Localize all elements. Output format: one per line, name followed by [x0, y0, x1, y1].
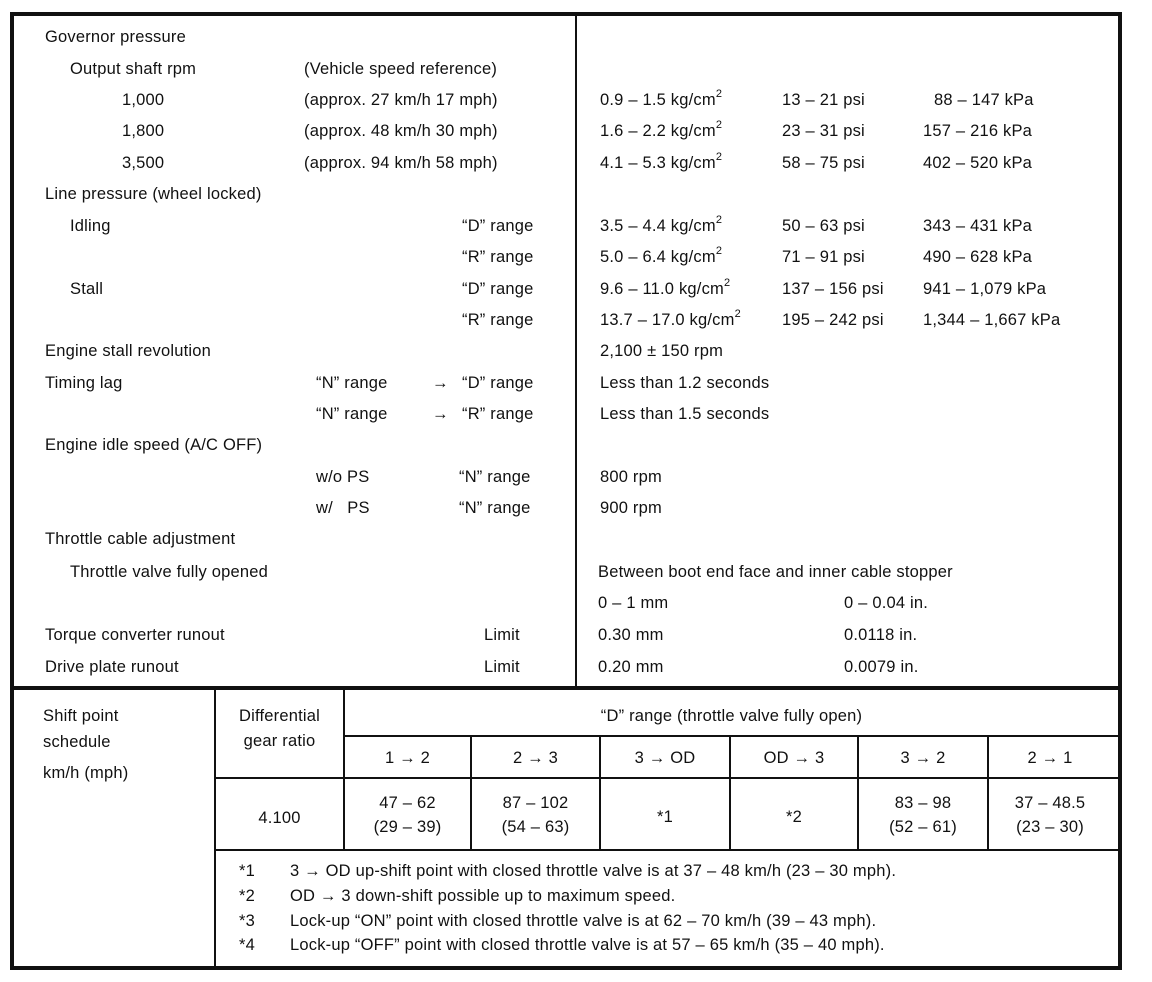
- shift-col-header: 1 → 2: [384, 749, 431, 767]
- drive-mm: 0.20 mm: [598, 658, 664, 676]
- shift-note-ref: *2: [786, 808, 802, 826]
- pressure-kpa: 88 – 147 kPa: [934, 91, 1034, 109]
- footnote-text: 3 → OD up-shift point with closed throttle valve is at 37 – 48 km/h (23 – 30 mph).: [290, 862, 897, 880]
- pressure-psi: 23 – 31 psi: [782, 122, 865, 140]
- rpm: 1,000: [122, 91, 165, 109]
- pressure-kpa: 941 – 1,079 kPa: [923, 280, 1047, 298]
- pressure-psi: 71 – 91 psi: [782, 248, 865, 266]
- footnote-text: Lock-up “OFF” point with closed throttle valve is at 57 – 65 km/h (35 – 40 mph).: [290, 936, 885, 954]
- speed-ref: (approx. 94 km/h 58 mph): [304, 154, 498, 172]
- shift-hline-3: [214, 849, 1118, 851]
- shift-mph: (54 – 63): [501, 818, 570, 836]
- shift-kmh: 47 – 62: [379, 794, 436, 812]
- pressure-psi: 58 – 75 psi: [782, 154, 865, 172]
- drive-in: 0.0079 in.: [844, 658, 919, 676]
- pressure-kpa: 402 – 520 kPa: [923, 154, 1033, 172]
- d-range-header: “D” range (throttle valve fully open): [600, 707, 863, 725]
- shift-mph: (23 – 30): [1016, 818, 1084, 836]
- timing-value: Less than 1.5 seconds: [600, 405, 770, 423]
- shift-col-header: 2 → 3: [512, 749, 559, 767]
- shift-hline-2: [214, 777, 1118, 779]
- pressure-kg: 0.9 – 1.5 $kg/cm^2$: [600, 87, 723, 109]
- torque-mm: 0.30 mm: [598, 626, 664, 644]
- to-range: “R” range: [462, 405, 534, 423]
- drive-runout-label: Drive plate runout: [45, 658, 179, 676]
- from-range: “N” range: [316, 374, 388, 392]
- timing-lag-label: Timing lag: [45, 374, 123, 392]
- governor-col2: (Vehicle speed reference): [304, 60, 498, 78]
- gear-ratio-value: 4.100: [258, 809, 301, 827]
- rpm: 1,800: [122, 122, 165, 140]
- speed-ref: (approx. 48 km/h 30 mph): [304, 122, 498, 140]
- arrow-icon: →: [432, 374, 449, 392]
- shift-col-header: 3 → OD: [634, 749, 696, 767]
- range-label: “D” range: [462, 217, 534, 235]
- pressure-kpa: 157 – 216 kPa: [923, 122, 1033, 140]
- governor-title: Governor pressure: [45, 28, 186, 46]
- to-range: “D” range: [462, 374, 534, 392]
- shift-note-ref: *1: [657, 808, 673, 826]
- torque-in: 0.0118 in.: [844, 626, 918, 644]
- idle-value: 800 rpm: [600, 468, 662, 486]
- pressure-psi: 137 – 156 psi: [782, 280, 884, 298]
- upper-divider: [575, 14, 577, 688]
- shift-label-3: km/h (mph): [43, 764, 129, 782]
- stall-label: Stall: [70, 280, 104, 298]
- range-label: “N” range: [459, 499, 531, 517]
- shift-kmh: 87 – 102: [502, 794, 569, 812]
- pressure-kg: 3.5 – 4.4 $kg/cm^2$: [600, 213, 723, 235]
- pressure-kpa: 343 – 431 kPa: [923, 217, 1033, 235]
- pressure-psi: 13 – 21 psi: [782, 91, 865, 109]
- pressure-kpa: 490 – 628 kPa: [923, 248, 1033, 266]
- arrow-icon: →: [432, 405, 449, 423]
- governor-col1: Output shaft rpm: [70, 60, 197, 78]
- shift-col-header: OD → 3: [763, 749, 825, 767]
- idle-value: 900 rpm: [600, 499, 662, 517]
- line-pressure-title: Line pressure (wheel locked): [45, 185, 262, 203]
- range-label: “R” range: [462, 311, 534, 329]
- throttle-in: 0 – 0.04 in.: [844, 594, 929, 612]
- shift-col-header: 2 → 1: [1027, 749, 1073, 767]
- speed-ref: (approx. 27 km/h 17 mph): [304, 91, 498, 109]
- throttle-mm: 0 – 1 mm: [598, 594, 669, 612]
- pressure-psi: 50 – 63 psi: [782, 217, 865, 235]
- footnote-mark: *4: [239, 936, 255, 954]
- throttle-valve-label: Throttle valve fully opened: [70, 563, 269, 581]
- diff-label-2: gear ratio: [243, 732, 316, 750]
- shift-col-header: 3 → 2: [900, 749, 946, 767]
- pressure-kpa: 1,344 – 1,667 kPa: [923, 311, 1061, 329]
- footnote-mark: *1: [239, 862, 255, 880]
- ps-type: w/ PS: [316, 499, 370, 517]
- throttle-cable-label: Throttle cable adjustment: [45, 530, 236, 548]
- shift-label-1: Shift point: [43, 707, 119, 725]
- timing-value: Less than 1.2 seconds: [600, 374, 770, 392]
- pressure-kg: 9.6 – 11.0 $kg/cm^2$: [600, 276, 731, 298]
- throttle-desc: Between boot end face and inner cable stopper: [598, 563, 953, 581]
- range-label: “N” range: [459, 468, 531, 486]
- ps-type: w/o PS: [316, 468, 370, 486]
- pressure-psi: 195 – 242 psi: [782, 311, 884, 329]
- footnote-text: Lock-up “ON” point with closed throttle valve is at 62 – 70 km/h (39 – 43 mph).: [290, 912, 877, 930]
- range-label: “D” range: [462, 280, 534, 298]
- section-divider: [12, 686, 1120, 690]
- pressure-kg: 1.6 – 2.2 $kg/cm^2$: [600, 118, 723, 140]
- diff-label-1: Differential: [239, 707, 320, 725]
- shift-kmh: 37 – 48.5: [1014, 794, 1086, 812]
- from-range: “N” range: [316, 405, 388, 423]
- shift-mph: (52 – 61): [889, 818, 957, 836]
- drive-limit: Limit: [484, 658, 520, 676]
- shift-label-2: schedule: [43, 733, 111, 751]
- pressure-kg: 4.1 – 5.3 $kg/cm^2$: [600, 150, 723, 172]
- footnote-mark: *2: [239, 887, 255, 905]
- stall-revolution-value: 2,100 ± 150 rpm: [600, 342, 724, 360]
- torque-runout-label: Torque converter runout: [45, 626, 225, 644]
- stall-revolution-label: Engine stall revolution: [45, 342, 212, 360]
- footnote-mark: *3: [239, 912, 255, 930]
- footnote-text: OD → 3 down-shift possible up to maximum speed.: [290, 887, 676, 905]
- range-label: “R” range: [462, 248, 534, 266]
- pressure-kg: 5.0 – 6.4 $kg/cm^2$: [600, 244, 723, 266]
- torque-limit: Limit: [484, 626, 520, 644]
- shift-mph: (29 – 39): [373, 818, 442, 836]
- idling-label: Idling: [70, 217, 111, 235]
- pressure-kg: 13.7 – 17.0 $kg/cm^2$: [600, 307, 741, 329]
- idle-speed-label: Engine idle speed (A/C OFF): [45, 436, 263, 454]
- shift-kmh: 83 – 98: [894, 794, 952, 812]
- rpm: 3,500: [122, 154, 165, 172]
